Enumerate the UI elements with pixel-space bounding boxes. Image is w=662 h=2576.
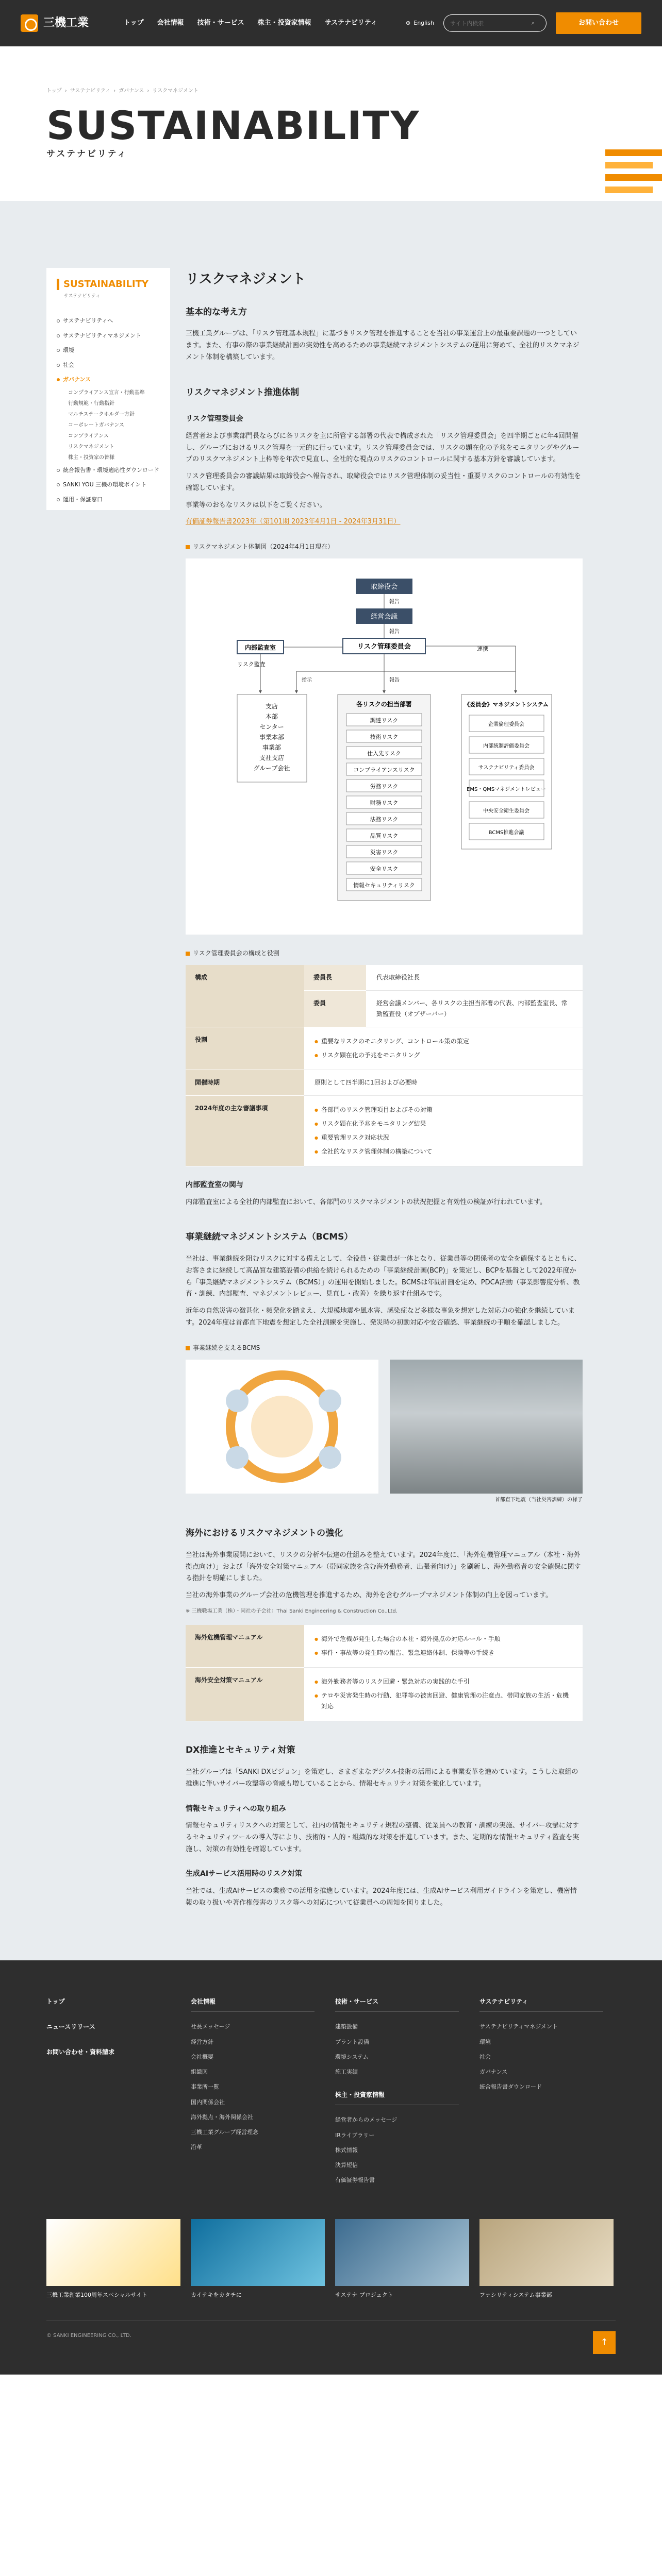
footer-link[interactable]: 組織図 (191, 2069, 208, 2075)
breadcrumb-separator: › (64, 88, 67, 94)
subsection-title: 情報セキュリティへの取り組み (186, 1804, 286, 1813)
bullet-icon (57, 349, 60, 352)
list-item: ● 重要管理リスク対応状況 (315, 1131, 572, 1145)
bcms-cycle-center (251, 1396, 313, 1458)
sidebar-item[interactable] (57, 463, 160, 478)
list-item: ● 重要なリスクのモニタリング、コントロール策の策定 (315, 1035, 572, 1048)
footer-link[interactable]: 環境システム (335, 2053, 369, 2060)
org-center-item: 品質リスク (370, 833, 399, 839)
org-left-item: 事業部 (262, 744, 282, 751)
sidebar-item-label: マルチステークホルダー方針 (68, 411, 135, 417)
list-item: ● リスク顕在化の予兆をモニタリング (315, 1048, 572, 1062)
org-left-item: 事業本部 (259, 734, 285, 741)
nav-tech[interactable]: 技術・サービス (197, 19, 244, 27)
drill-photo (390, 1360, 583, 1505)
language-switch[interactable] (406, 18, 434, 28)
footer-link[interactable]: 国内関係会社 (191, 2098, 225, 2106)
sidebar-title: SUSTAINABILITY (57, 276, 160, 293)
sidebar-item[interactable] (57, 420, 160, 431)
subsection-title: リスク管理委員会 (186, 415, 243, 423)
sidebar-item[interactable] (57, 398, 160, 409)
sidebar-item-label: 運用・保証窓口 (63, 496, 103, 503)
footer-col-head[interactable]: サステナビリティ (479, 1996, 603, 2012)
footer-link[interactable]: 経営方針 (191, 2038, 213, 2045)
footer-link[interactable]: 経営者からのメッセージ (335, 2116, 398, 2124)
org-left-item: 本部 (265, 713, 278, 720)
list-item: ● 海外で危機が発生した場合の本社・海外拠点の対応ルール・手順 (315, 1632, 572, 1646)
org-left-item: 支社支店 (259, 754, 285, 761)
footer-link[interactable]: 有価証券報告書 (335, 2177, 375, 2184)
section-text: 情報セキュリティリスクへの対策として、社内の情報セキュリティ規程の整備、従業員への教育・訓練の実施、サイバー攻撃に対するセキュリティツールの導入等により、技術的・人的・組織的な対策を推進しています。また、定期的な情報セキュリティ監査を実施し、対策の有効性を確認しています。 (186, 1822, 580, 1853)
footer-col-company (191, 1996, 315, 2188)
arrow-up-icon: ↑ (600, 2337, 608, 2348)
section-title: リスクマネジメント推進体制 (186, 387, 300, 398)
hero (0, 46, 662, 201)
page-title: リスクマネジメント (186, 272, 306, 287)
org-exec: 経営会議 (370, 613, 398, 621)
section-text: 当社は海外事業展開において、リスクの分析や伝達の仕組みを整えています。2024年度に、「海外危機管理マニュアル（本社・海外拠点向け）」および「海外安全対策マニュアル（帯同家族を含む海外勤務者、出張者向け）」を刷新し、海外勤務者の安全確保に関する指針を明確にしました。 (186, 1551, 581, 1583)
table-subheader: 委員 (304, 991, 366, 1027)
bcms-figures (186, 1360, 583, 1505)
sidebar-item-label: リスクマネジメント (68, 444, 114, 450)
list-item: ● リスク顕在化予兆をモニタリング結果 (315, 1117, 572, 1131)
footer-link[interactable]: 環境 (479, 2038, 491, 2045)
org-right-title: 《委員会》マネジメントシステム (464, 701, 549, 708)
table-cell (304, 1625, 583, 1668)
page-hero-title: SUSTAINABILITY (46, 102, 420, 148)
org-center-item: コンプライアンスリスク (353, 767, 415, 773)
list-item: ● 全社的なリスク管理体制の構築について (315, 1145, 572, 1159)
sidebar-item[interactable] (57, 431, 160, 442)
nav-top[interactable]: トップ (124, 19, 144, 27)
org-report-label: 報告 (389, 629, 400, 635)
breadcrumb-separator: › (147, 88, 150, 94)
subsection-title: 内部監査室の関与 (186, 1181, 243, 1189)
sidebar-item-label: サステナビリティへ (63, 317, 113, 325)
copyright-text: © SANKI ENGINEERING CO., LTD. (46, 2332, 131, 2338)
org-risk-committee: リスク管理委員会 (357, 643, 411, 651)
section-text: 当社は、事業継続を阻むリスクに対する備えとして、全役員・従業員が一体となり、従業員等の関係者の安全を確保するとともに、お客さまに継続して高品質な建築設備の供給を続けられるための「事業継続計画(BCP)」を策定し、BCPを基盤として2022年度から「事業継続マネジメントシステム（BCMS）」の運用を開始しました。BCMSは年間計画を定め、PDCA活動（事業影響度分析、教育・訓練、内部監査、マネジメントレビュー、見直し・改善）を繰り返す仕組みです。 (186, 1255, 581, 1298)
figure-caption: リスク管理委員会の構成と役割 (186, 948, 583, 959)
banner-kaiteki[interactable]: カイテキをカタチに (191, 2219, 325, 2300)
footer-col-tech (335, 1996, 459, 2188)
org-report-label: 報告 (389, 677, 400, 683)
org-instruct-label: 指示 (302, 677, 312, 683)
banner-project[interactable]: サステナ プロジェクト (335, 2219, 469, 2300)
table-row (186, 1027, 583, 1070)
table-row (186, 1070, 583, 1096)
site-logo[interactable] (21, 13, 108, 33)
bullet-icon (57, 483, 60, 486)
sidebar-item-label: コンプライアンス宣言・行動基準 (68, 389, 145, 396)
footer-link[interactable]: 社長メッセージ (191, 2023, 230, 2030)
sidebar-item[interactable] (57, 409, 160, 420)
org-center-item: 情報セキュリティリスク (353, 882, 415, 889)
section-text: 内部監査室による全社的内部監査において、各部門のリスクマネジメントの状況把握と有効性の検証が行われています。 (186, 1198, 547, 1206)
breadcrumb-separator: › (113, 88, 116, 94)
table-cell: 原則として四半期に1回および必要時 (304, 1070, 583, 1096)
table-row (186, 1625, 583, 1668)
risk-org-diagram (186, 558, 583, 935)
sidebar-item-label: 環境 (63, 347, 74, 354)
bullet-icon (57, 364, 60, 367)
sidebar-item-label: SANKI YOU 三機の環境ポイント (63, 481, 147, 488)
footer-link[interactable]: 社会 (479, 2053, 491, 2060)
org-center-item: 災害リスク (370, 849, 399, 856)
footer-link-contact[interactable]: お問い合わせ・資料請求 (46, 2048, 115, 2056)
org-audit: 内部監査室 (244, 644, 276, 651)
copyright-bar (46, 2320, 616, 2354)
sidebar-item-label: 行動規範・行動指針 (68, 400, 114, 406)
overseas-manual-table (186, 1625, 583, 1721)
list-item: ● 事件・事故等の発生時の報告、緊急連絡体制、保険等の手続き (315, 1646, 572, 1660)
org-monitor-label: リスク監査 (237, 661, 266, 668)
banner-100th[interactable]: 三機工業創業100周年スペシャルサイト (46, 2219, 180, 2300)
table-header: 海外安全対策マニュアル (186, 1668, 304, 1721)
table-header: 役割 (186, 1027, 304, 1070)
footer-columns (46, 1996, 616, 2188)
section-title: 基本的な考え方 (186, 307, 247, 317)
breadcrumb-item[interactable]: ガバナンス (119, 88, 144, 94)
site-footer (0, 1960, 662, 2375)
footer-link[interactable]: 事業所一覧 (191, 2083, 219, 2091)
sidebar-item-label: コーポレートガバナンス (68, 422, 124, 428)
footer-link[interactable]: 会社概要 (191, 2053, 213, 2060)
table-cell (304, 1027, 583, 1070)
list-item: ● 各部門のリスク管理項目およびその対策 (315, 1103, 572, 1117)
breadcrumb-item[interactable]: サステナビリティ (70, 88, 111, 94)
footer-link[interactable]: 沿革 (191, 2144, 202, 2151)
sidebar-item[interactable] (57, 343, 160, 358)
annual-report-link[interactable]: 有価証券報告書2023年（第101期 2023年4月1日 - 2024年3月31日） (186, 518, 401, 526)
sidebar-item-label: ガバナンス (63, 376, 91, 383)
org-center-item: 調達リスク (370, 717, 399, 724)
sidebar (46, 268, 186, 1914)
table-header: 海外危機管理マニュアル (186, 1625, 304, 1668)
footer-col-head[interactable]: 株主・投資家情報 (335, 2090, 459, 2105)
section-text: 経営者および事業部門長ならびに各リスクを主に所管する部署の代表で構成された「リスク管理委員会」を四半期ごとに年4回開催し、グループにおけるリスク管理を一元的に行っています。リスク管理委員会では、リスクの顕在化の予兆をモニタリングやグループのリスクマネジメント上枠等を年次で見直し、全社的な視点のリスクのコントロールに関する基本方針を審議しています。 (186, 432, 580, 464)
org-right-item: 企業倫理委員会 (488, 722, 524, 727)
language-label: English (413, 20, 434, 27)
decorative-stripes (605, 149, 662, 199)
nav-ir[interactable]: 株主・投資家情報 (257, 19, 311, 27)
bullet-icon (57, 498, 60, 501)
footer-col-sustainability (479, 1996, 603, 2188)
logo-text: 三機工業 (43, 16, 89, 29)
section-text: 当社の海外事業のグループ会社の危機管理を推進するため、海外を含むグループマネジメント体制の向上を図っています。 (186, 1591, 552, 1599)
table-cell (304, 1096, 583, 1166)
org-right-item: BCMS推進会議 (488, 830, 524, 836)
nav-company[interactable]: 会社情報 (157, 19, 184, 27)
footer-col-top (46, 1996, 170, 2188)
breadcrumb-item[interactable]: トップ (46, 88, 62, 94)
table-subheader: 委員長 (304, 965, 366, 991)
footer-link[interactable]: ガバナンス (479, 2069, 508, 2075)
org-right-item: EMS・QMSマネジメントレビュー (467, 787, 546, 792)
section-text: 当社では、生成AIサービスの業務での活用を推進しています。2024年度には、生成AIサービス利用ガイドラインを策定し、機密情報の取り扱いや著作権侵害のリスク等への対応について従業員への周知を図りました。 (186, 1887, 577, 1907)
org-right-item: 内部統制評価委員会 (483, 743, 529, 749)
footer-banners (46, 2219, 616, 2300)
table-header: 開催時期 (186, 1070, 304, 1096)
committee-table (186, 965, 583, 1166)
org-board: 取締役会 (370, 583, 398, 591)
figure-caption: 事業継続を支えるBCMS (186, 1343, 583, 1353)
sidebar-item-label: 統合報告書・環境適応性ダウンロード (63, 466, 159, 473)
table-row (186, 1668, 583, 1721)
bullet-icon (57, 334, 60, 337)
org-left-item: グループ会社 (253, 765, 290, 772)
org-center-item: 仕入先リスク (367, 750, 401, 757)
footer-col-head[interactable]: 会社情報 (191, 1996, 315, 2012)
sidebar-item[interactable] (57, 452, 160, 463)
search-icon[interactable]: ⌕ (531, 20, 535, 27)
breadcrumb-current: リスクマネジメント (152, 88, 198, 94)
section-title: 海外におけるリスクマネジメントの強化 (186, 1528, 343, 1538)
sidebar-item[interactable] (57, 314, 160, 329)
sidebar-item[interactable] (57, 493, 160, 507)
org-center-title: 各リスクの担当部署 (356, 701, 412, 708)
org-left-item: センター (259, 723, 284, 731)
sidebar-item[interactable] (57, 387, 160, 398)
sidebar-title-sub: サステナビリティ (64, 293, 101, 299)
org-right-item: サステナビリティ委員会 (478, 765, 535, 771)
logo-icon (21, 14, 38, 32)
org-collab-label: 連携 (477, 646, 488, 652)
sidebar-item[interactable] (57, 329, 160, 344)
footer-link[interactable]: IRライブラリー (335, 2131, 375, 2139)
footer-col-head[interactable]: 技術・サービス (335, 1996, 459, 2012)
footer-link[interactable]: サステナビリティマネジメント (479, 2023, 558, 2030)
section-text: 事業等のおもなリスクは以下をご覧ください。 (186, 501, 326, 509)
footer-link-news[interactable]: ニュースリリース (46, 2023, 95, 2031)
table-cell: 代表取締役社長 (366, 965, 583, 991)
footer-link[interactable]: 三機工業グループ経営理念 (191, 2129, 259, 2136)
banner-facility[interactable]: ファシリティシステム事業部 (479, 2219, 614, 2300)
sidebar-item[interactable] (57, 442, 160, 452)
section-text: 三機工業グループは、「リスク管理基本規程」に基づきリスク管理を推進することを当社の事業運営上の最重要課題の一つとしています。また、有事の際の事業継続計画の実効性を高めるための事業継続マネジメントシステムの運用に努めて、全社的リスクマネジメント体制を構築しています。 (186, 330, 580, 361)
contact-button[interactable]: お問い合わせ (556, 12, 641, 35)
footer-link[interactable]: 株式情報 (335, 2146, 358, 2154)
footnote: ※ 三機職場工業（株）・同社の子会社：Thai Sanki Engineering & Construction Co.,Ltd. (186, 1608, 398, 1614)
section-text: リスク管理委員会の審議結果は取締役会へ報告され、取締役会ではリスク管理体制の妥当性・重要リスクのコントロールの有効性を確認しています。 (186, 472, 581, 492)
globe-icon: ⊕ (406, 20, 411, 27)
org-center-item: 法務リスク (370, 816, 399, 823)
photo-caption: 首都直下地震（当社災害訓練）の様子 (495, 1497, 583, 1503)
sidebar-box (46, 268, 170, 510)
search-box (443, 14, 547, 32)
footer-link[interactable]: プラント設備 (335, 2038, 369, 2045)
footer-link[interactable]: 決算短信 (335, 2162, 358, 2168)
nav-sustainability[interactable]: サステナビリティ (324, 19, 377, 27)
sidebar-item-label: 社会 (63, 361, 74, 368)
sidebar-item-label: コンプライアンス (68, 433, 109, 439)
table-row (186, 965, 583, 991)
footer-link-top[interactable]: トップ (46, 1998, 65, 2006)
back-to-top-button[interactable] (593, 2331, 616, 2354)
table-cell: 経営会議メンバー、各リスクの主担当部署の代表、内部監査室長、常勤監査役（オブザーバー） (366, 991, 583, 1027)
section-text: 当社グループは「SANKI DXビジョン」を策定し、さまざまなデジタル技術の活用による事業変革を進めています。こうした取組の推進に伴いサイバー攻撃等の脅威も増していることから、情報セキュリティ対策を強化しています。 (186, 1768, 578, 1788)
table-header: 構成 (186, 965, 304, 1027)
footer-link[interactable]: 統合報告書ダウンロード (479, 2083, 542, 2091)
table-row (186, 1096, 583, 1166)
org-center-item: 財務リスク (370, 800, 399, 806)
header-tools (406, 12, 641, 35)
bullet-icon (57, 319, 60, 323)
page-hero-subtitle: サステナビリティ (46, 149, 128, 160)
footer-link[interactable]: 施工実績 (335, 2069, 358, 2075)
sidebar-item-label: 株主・投資家の皆様 (68, 454, 114, 461)
search-input[interactable] (450, 20, 527, 27)
bullet-icon (57, 469, 60, 472)
sidebar-item[interactable] (57, 478, 160, 493)
list-item: ● テロや災害発生時の行動、犯罪等の被害回避、健康管理の注意点、帯同家族の生活・危機対応 (315, 1689, 572, 1714)
footer-link[interactable]: 海外拠点・海外関係会社 (191, 2113, 253, 2121)
figure-caption: リスクマネジメント体制図（2024年4月1日現在） (186, 541, 583, 552)
bullet-icon (57, 378, 60, 381)
section-text: 近年の自然災害の激甚化・頻発化を踏まえ、大規模地震や風水害、感染症など多様な事象を想定した対応力の強化を継続しています。2024年度は首都直下地震を想定した全社訓練を実施し、発災時の初動対応や安否確認、事業継続の手順を確認しました。 (186, 1307, 575, 1327)
subsection-title: 生成AIサービス活用時のリスク対策 (186, 1870, 302, 1878)
org-center-item: 安全リスク (370, 866, 399, 872)
bcms-cycle-figure (186, 1360, 378, 1505)
org-report-label: 報告 (389, 599, 400, 605)
section-title: DX推進とセキュリティ対策 (186, 1745, 295, 1756)
org-center-item: 技術リスク (370, 734, 399, 740)
org-diagram-svg (206, 573, 562, 914)
list-item: ● 海外勤務者等のリスク回避・緊急対応の実践的な手引 (315, 1675, 572, 1689)
section-title: 事業継続マネジメントシステム（BCMS） (186, 1232, 353, 1243)
sidebar-item[interactable] (57, 358, 160, 373)
sidebar-item-label: サステナビリティマネジメント (63, 332, 141, 339)
org-center-item: 労務リスク (370, 783, 399, 790)
org-right-item: 中央安全衛生委員会 (483, 808, 529, 814)
site-header (0, 0, 662, 46)
breadcrumb (46, 87, 616, 96)
org-left-item: 支店 (265, 703, 278, 710)
content-area (0, 201, 662, 1960)
sidebar-list (57, 314, 160, 507)
sidebar-item[interactable] (57, 372, 160, 387)
table-header: 2024年度の主な審議事項 (186, 1096, 304, 1166)
footer-link[interactable]: 建築設備 (335, 2023, 358, 2030)
global-nav (124, 18, 377, 29)
drill-photo-image (390, 1360, 583, 1494)
main-content (186, 268, 583, 1914)
table-cell (304, 1668, 583, 1721)
